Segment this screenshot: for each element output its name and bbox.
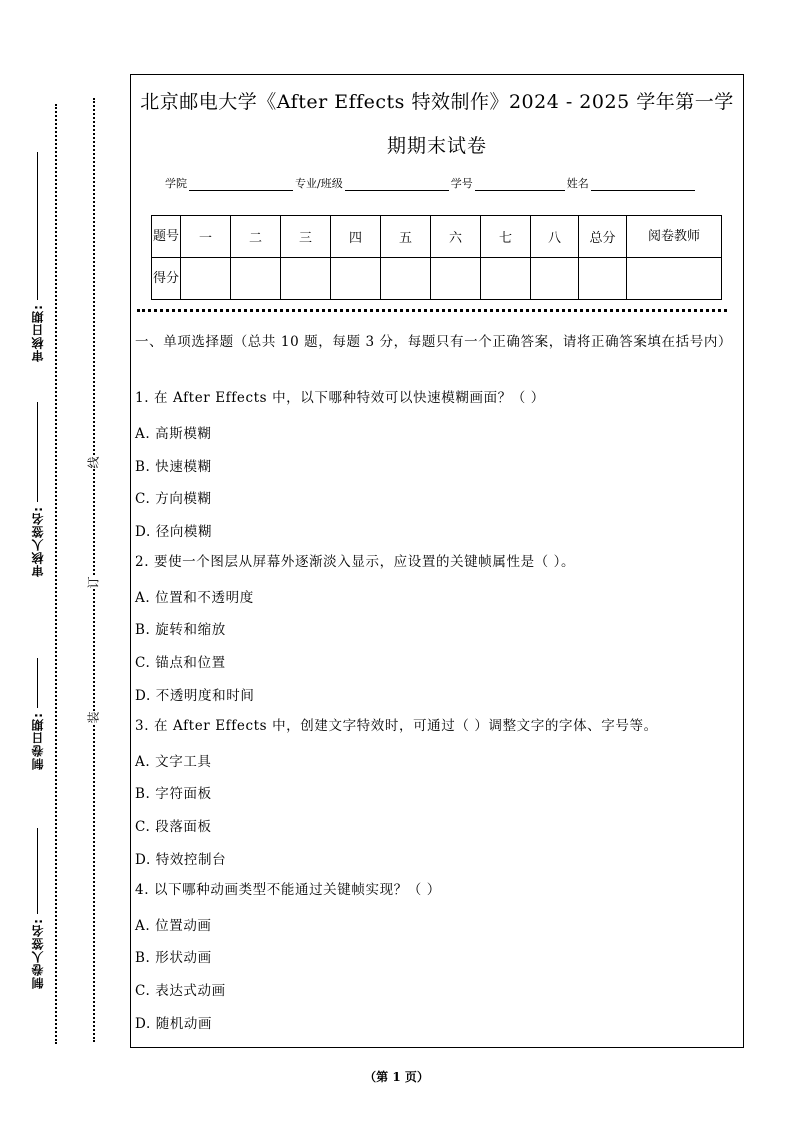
cut-mark-zhuang: 装 [83,711,104,723]
score-cell[interactable] [481,258,531,300]
exam-maker-signature-label [24,828,50,993]
score-cell[interactable] [381,258,431,300]
score-cell[interactable] [181,258,231,300]
exam-title-line2: 期期末试卷 [386,135,487,157]
question-2-stem: 2. 要使一个图层从屏幕外逐渐淡入显示，应设置的关键帧属性是（ ）。 [135,554,576,570]
question-1-option-d[interactable]: D. 径向模糊 [135,524,213,540]
score-table-score-row [152,258,722,300]
reviewer-signature-label [24,402,50,581]
question-2-option-b[interactable]: B. 旋转和缩放 [135,622,226,638]
exam-date-text: 制卷日期: [30,712,45,770]
score-header-8: 八 [531,216,579,258]
section1-heading: 一、单项选择题（总共 10 题，每题 3 分，每题只有一个正确答案，请将正确答案填在括号内） [135,334,733,350]
score-header-question-no: 题号 [152,216,181,258]
score-header-7: 七 [481,216,531,258]
exam-date-label [24,658,50,774]
student-id-blank[interactable] [475,178,565,191]
score-header-4: 四 [331,216,381,258]
review-date-label [24,152,50,366]
binding-dotted-line-right [93,98,95,1042]
score-header-total: 总分 [579,216,627,258]
major-class-label: 专业/班级 [295,177,343,190]
question-4-stem: 4. 以下哪种动画类型不能通过关键帧实现？（ ） [135,882,441,898]
score-cell-grader[interactable] [627,258,722,300]
score-header-grader: 阅卷教师 [627,216,722,258]
score-header-6: 六 [431,216,481,258]
question-4-option-b[interactable]: B. 形状动画 [135,950,212,966]
student-id-label: 学号 [450,177,473,190]
score-row-label: 得分 [152,258,181,300]
page-number: （第 1 页） [364,1070,429,1084]
question-3-option-c[interactable]: C. 段落面板 [135,819,212,835]
question-4-option-d[interactable]: D. 随机动画 [135,1016,213,1032]
question-1-option-b[interactable]: B. 快速模糊 [135,459,212,475]
exam-maker-signature-text: 制卷人签名: [30,918,45,989]
score-cell[interactable] [231,258,281,300]
exam-title-line1: 北京邮电大学《After Effects 特效制作》2024 - 2025 学年第一学 [140,91,734,113]
name-label: 姓名 [566,177,589,190]
question-3-option-d[interactable]: D. 特效控制台 [135,852,227,868]
question-3-option-a[interactable]: A. 文字工具 [135,754,212,770]
question-4-option-a[interactable]: A. 位置动画 [135,918,212,934]
question-3-option-b[interactable]: B. 字符面板 [135,786,212,802]
question-2-option-a[interactable]: A. 位置和不透明度 [135,590,254,606]
score-header-2: 二 [231,216,281,258]
question-2-option-d[interactable]: D. 不透明度和时间 [135,688,255,704]
cut-mark-xian: 线 [83,456,104,468]
score-table-header-row [152,216,722,258]
score-cell[interactable] [281,258,331,300]
binding-dotted-line-left [55,104,57,1044]
score-cell-total[interactable] [579,258,627,300]
college-label: 学院 [165,177,187,190]
question-4-option-c[interactable]: C. 表达式动画 [135,983,226,999]
question-2-option-c[interactable]: C. 锚点和位置 [135,655,226,671]
dotted-separator [137,309,727,312]
score-cell[interactable] [331,258,381,300]
question-1-stem: 1. 在 After Effects 中，以下哪种特效可以快速模糊画面？（ ） [135,390,545,406]
question-1-option-a[interactable]: A. 高斯模糊 [135,426,212,442]
score-header-3: 三 [281,216,331,258]
review-date-text: 审核日期: [30,304,45,362]
question-3-stem: 3. 在 After Effects 中，创建文字特效时，可通过（ ）调整文字的字体、字号等。 [135,718,658,734]
score-header-1: 一 [181,216,231,258]
cut-mark-ding: 订 [83,576,104,588]
score-header-5: 五 [381,216,431,258]
question-1-option-c[interactable]: C. 方向模糊 [135,491,212,507]
exam-page-frame [130,74,744,1048]
name-blank[interactable] [591,178,695,191]
student-info-row [165,175,697,191]
score-cell[interactable] [531,258,579,300]
major-class-blank[interactable] [345,178,449,191]
score-cell[interactable] [431,258,481,300]
college-blank[interactable] [189,178,293,191]
reviewer-signature-text: 审核人签名: [30,506,45,577]
score-table [151,215,722,300]
